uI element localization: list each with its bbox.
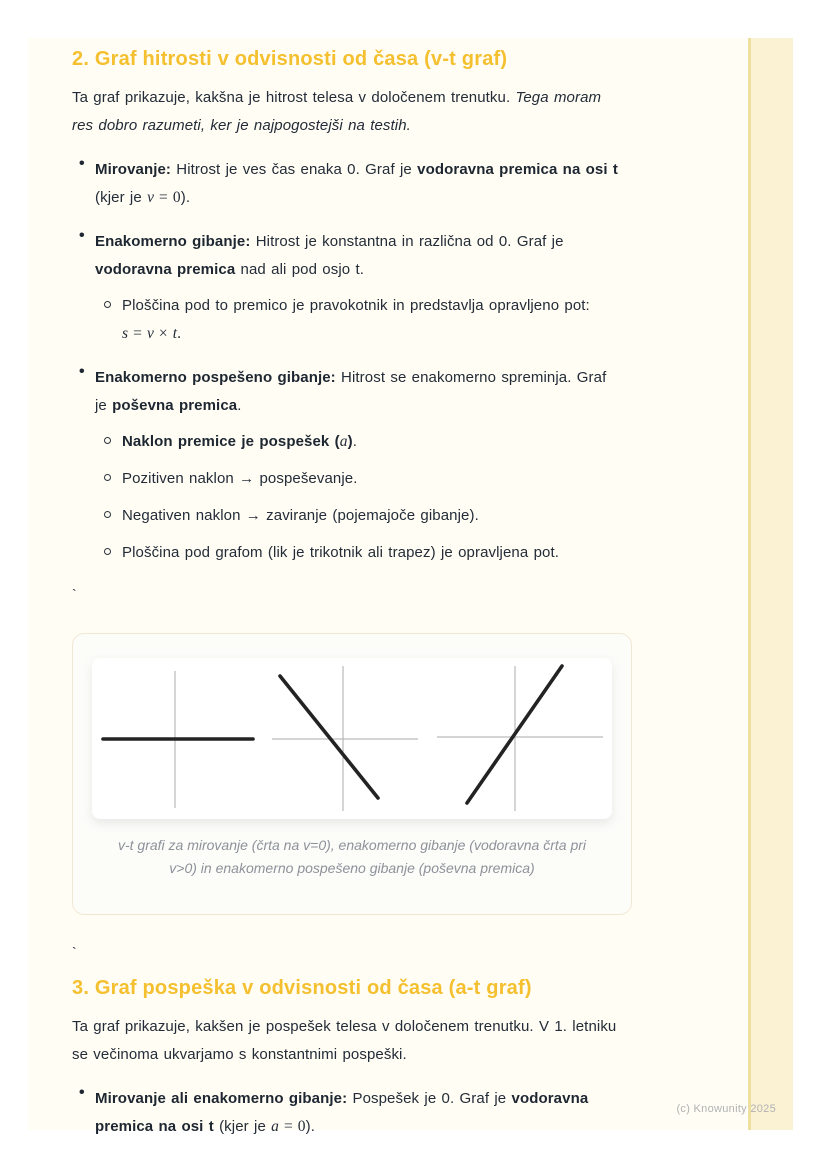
graph-pospeseno-gibanje (437, 666, 603, 811)
section-2-intro (72, 84, 708, 140)
sub-list-item-line: Naklon premice je pospešek (a). (122, 433, 357, 450)
right-margin-strip (748, 38, 793, 1130)
sub-list-item-line: Negativen naklon → zaviranje (pojemajoče gibanje). (122, 507, 479, 524)
figure-caption (73, 834, 631, 880)
document-content (28, 38, 746, 1135)
watermark: (c) Knowunity 2025 (676, 1103, 776, 1115)
list-item-mirovanje (72, 156, 708, 212)
graph-mirovanje (103, 671, 253, 808)
list-item-line: • Enakomerno pospešeno gibanje: Hitrost se enakomerno spreminja. Graf (95, 369, 607, 386)
stray-backtick: ` (72, 586, 77, 602)
section-3-list (72, 1085, 708, 1141)
section-2-heading: 2. Graf hitrosti v odvisnosti od časa (v-t graf) (72, 48, 508, 70)
figure-caption-line: v-t grafi za mirovanje (črta na v=0), enakomerno gibanje (vodoravna črta pri (117, 837, 587, 853)
sub-list-item-ploscina (95, 292, 708, 348)
sub-list-item-line: Ploščina pod grafom (lik je trikotnik ali trapez) je opravljena pot. (122, 544, 559, 561)
paragraph-line: Ta graf prikazuje, kakšen je pospešek telesa v določenem trenutku. V 1. letniku (72, 1018, 617, 1035)
formula-line: s = v × t. (122, 325, 182, 342)
graph-enakomerno-gibanje (272, 666, 418, 811)
list-item-line: (kjer je v = 0). (95, 189, 191, 206)
sub-list-item-line: Ploščina pod to premico je pravokotnik in predstavlja opravljeno pot: (122, 297, 590, 314)
section-3-heading: 3. Graf pospeška v odvisnosti od časa (a-t graf) (72, 977, 532, 999)
list-item-line: • Mirovanje: Hitrost je ves čas enaka 0. Graf je vodoravna premica na osi t (95, 161, 618, 178)
paragraph-line: res dobro razumeti, ker je najpogostejši na testih. (72, 117, 411, 134)
section-3-intro (72, 1013, 708, 1069)
sub-list-item-negativen-naklon (95, 502, 708, 530)
list-item-line: • Mirovanje ali enakomerno gibanje: Pospešek je 0. Graf je vodoravna (95, 1090, 589, 1107)
list-item-line: premica na osi t (kjer je a = 0). (95, 1118, 316, 1135)
figure-caption-line: v>0) in enakomerno pospešeno gibanje (poševna premica) (169, 860, 535, 876)
vt-graphs-figure (72, 633, 632, 915)
list-item-line: vodoravna premica nad ali pod osjo t. (95, 261, 365, 278)
paragraph-line: se večinoma ukvarjamo s konstantnimi pospeški. (72, 1046, 407, 1063)
list-item-line: • Enakomerno gibanje: Hitrost je konstantna in različna od 0. Graf je (95, 233, 564, 250)
sub-list-item-ploscina-pod-grafom (95, 539, 708, 567)
list-item-enakomerno-gibanje (72, 228, 708, 348)
sub-list (95, 292, 708, 348)
list-item-line: je poševna premica. (95, 397, 242, 414)
list-item-pospeseno-gibanje (72, 364, 708, 567)
list-item-mirovanje-ali-enakomerno (72, 1085, 708, 1141)
section-2-list (72, 156, 708, 567)
vt-graphs-image (92, 658, 612, 819)
sub-list-item-pozitiven-naklon (95, 465, 708, 493)
paragraph-line: Ta graf prikazuje, kakšna je hitrost telesa v določenem trenutku. Tega moram (72, 89, 602, 106)
sub-list-item-naklon (95, 428, 708, 456)
stray-backtick: ` (72, 944, 77, 960)
sub-list-item-line: Pozitiven naklon → pospeševanje. (122, 470, 358, 487)
sub-list (95, 428, 708, 567)
